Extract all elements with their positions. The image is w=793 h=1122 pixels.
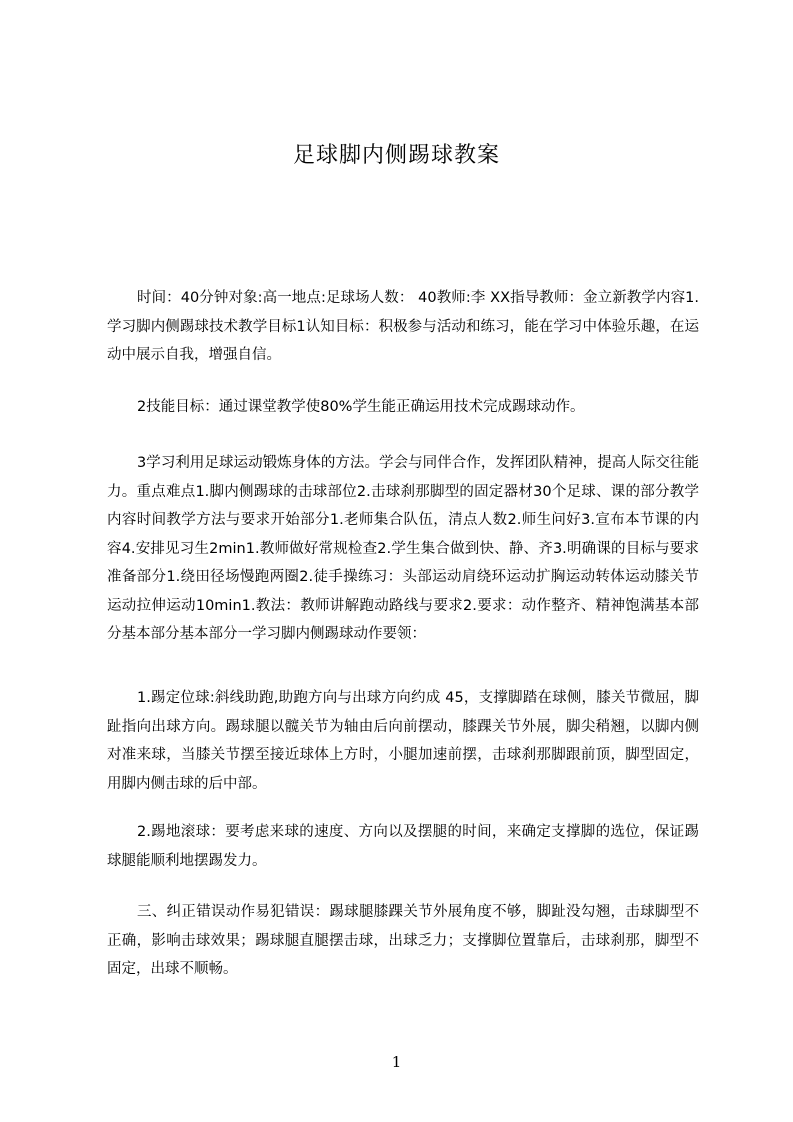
paragraph-lesson-plan: 3学习利用足球运动锻炼身体的方法。学会与同伴合作，发挥团队精神，提高人际交往能力。重点难点1.脚内侧踢球的击球部位2.击球刹那脚型的固定器材30个足球、课的部分教学内容时间教学方法与要求开始部分1.老师集合队伍，清点人数2.师生问好3.宣布本节课的内容4.安排见习生2min1.教师做好常规检查2.学生集合做到快、静、齐3.明确课的目标与要求准备部分1.绕田径场慢跑两圈2.徒手操练习：头部运动肩绕环运动扩胸运动转体运动膝关节运动拉伸运动10min1.教法：教师讲解跑动路线与要求2.要求：动作整齐、精神饱满基本部分基本部分基本部分一学习脚内侧踢球动作要领： <box>107 455 699 642</box>
paragraph-skill-objective: 2技能目标：通过课堂教学使80%学生能正确运用技术完成踢球动作。 <box>137 399 585 415</box>
paragraph-stationary-kick: 1.踢定位球:斜线助跑,助跑方向与出球方向约成 45，支撑脚踏在球侧，膝关节微屈，脚趾指向出球方向。踢球腿以髋关节为轴由后向前摆动，膝踝关节外展，脚尖稍翘，以脚内侧对准来球，当膝关节摆至接近球体上方时，小腿加速前摆，击球刹那脚跟前顶，脚型固定，用脚内侧击球的后中部。 <box>107 690 699 792</box>
paragraph-common-errors: 三、纠正错误动作易犯错误：踢球腿膝踝关节外展角度不够，脚趾没勾翘，击球脚型不正确，影响击球效果；踢球腿直腿摆击球，出球乏力；支撑脚位置靠后，击球刹那，脚型不固定，出球不顺畅。 <box>107 904 699 977</box>
paragraph-ground-ball-kick: 2.踢地滚球：要考虑来球的速度、方向以及摆腿的时间，来确定支撑脚的选位，保证踢球腿能顺利地摆踢发力。 <box>107 824 699 869</box>
page-number: 1 <box>391 1053 402 1071</box>
paragraph-schedule-and-objectives: 时间：40分钟对象:高一地点:足球场人数： 40教师:李 XX指导教师：金立新教学内容1.学习脚内侧踢球技术教学目标1认知目标：积极参与活动和练习，能在学习中体验乐趣，在运动中展示自我，增强自信。 <box>107 290 699 363</box>
document-title: 足球脚内侧踢球教案 <box>292 143 500 168</box>
